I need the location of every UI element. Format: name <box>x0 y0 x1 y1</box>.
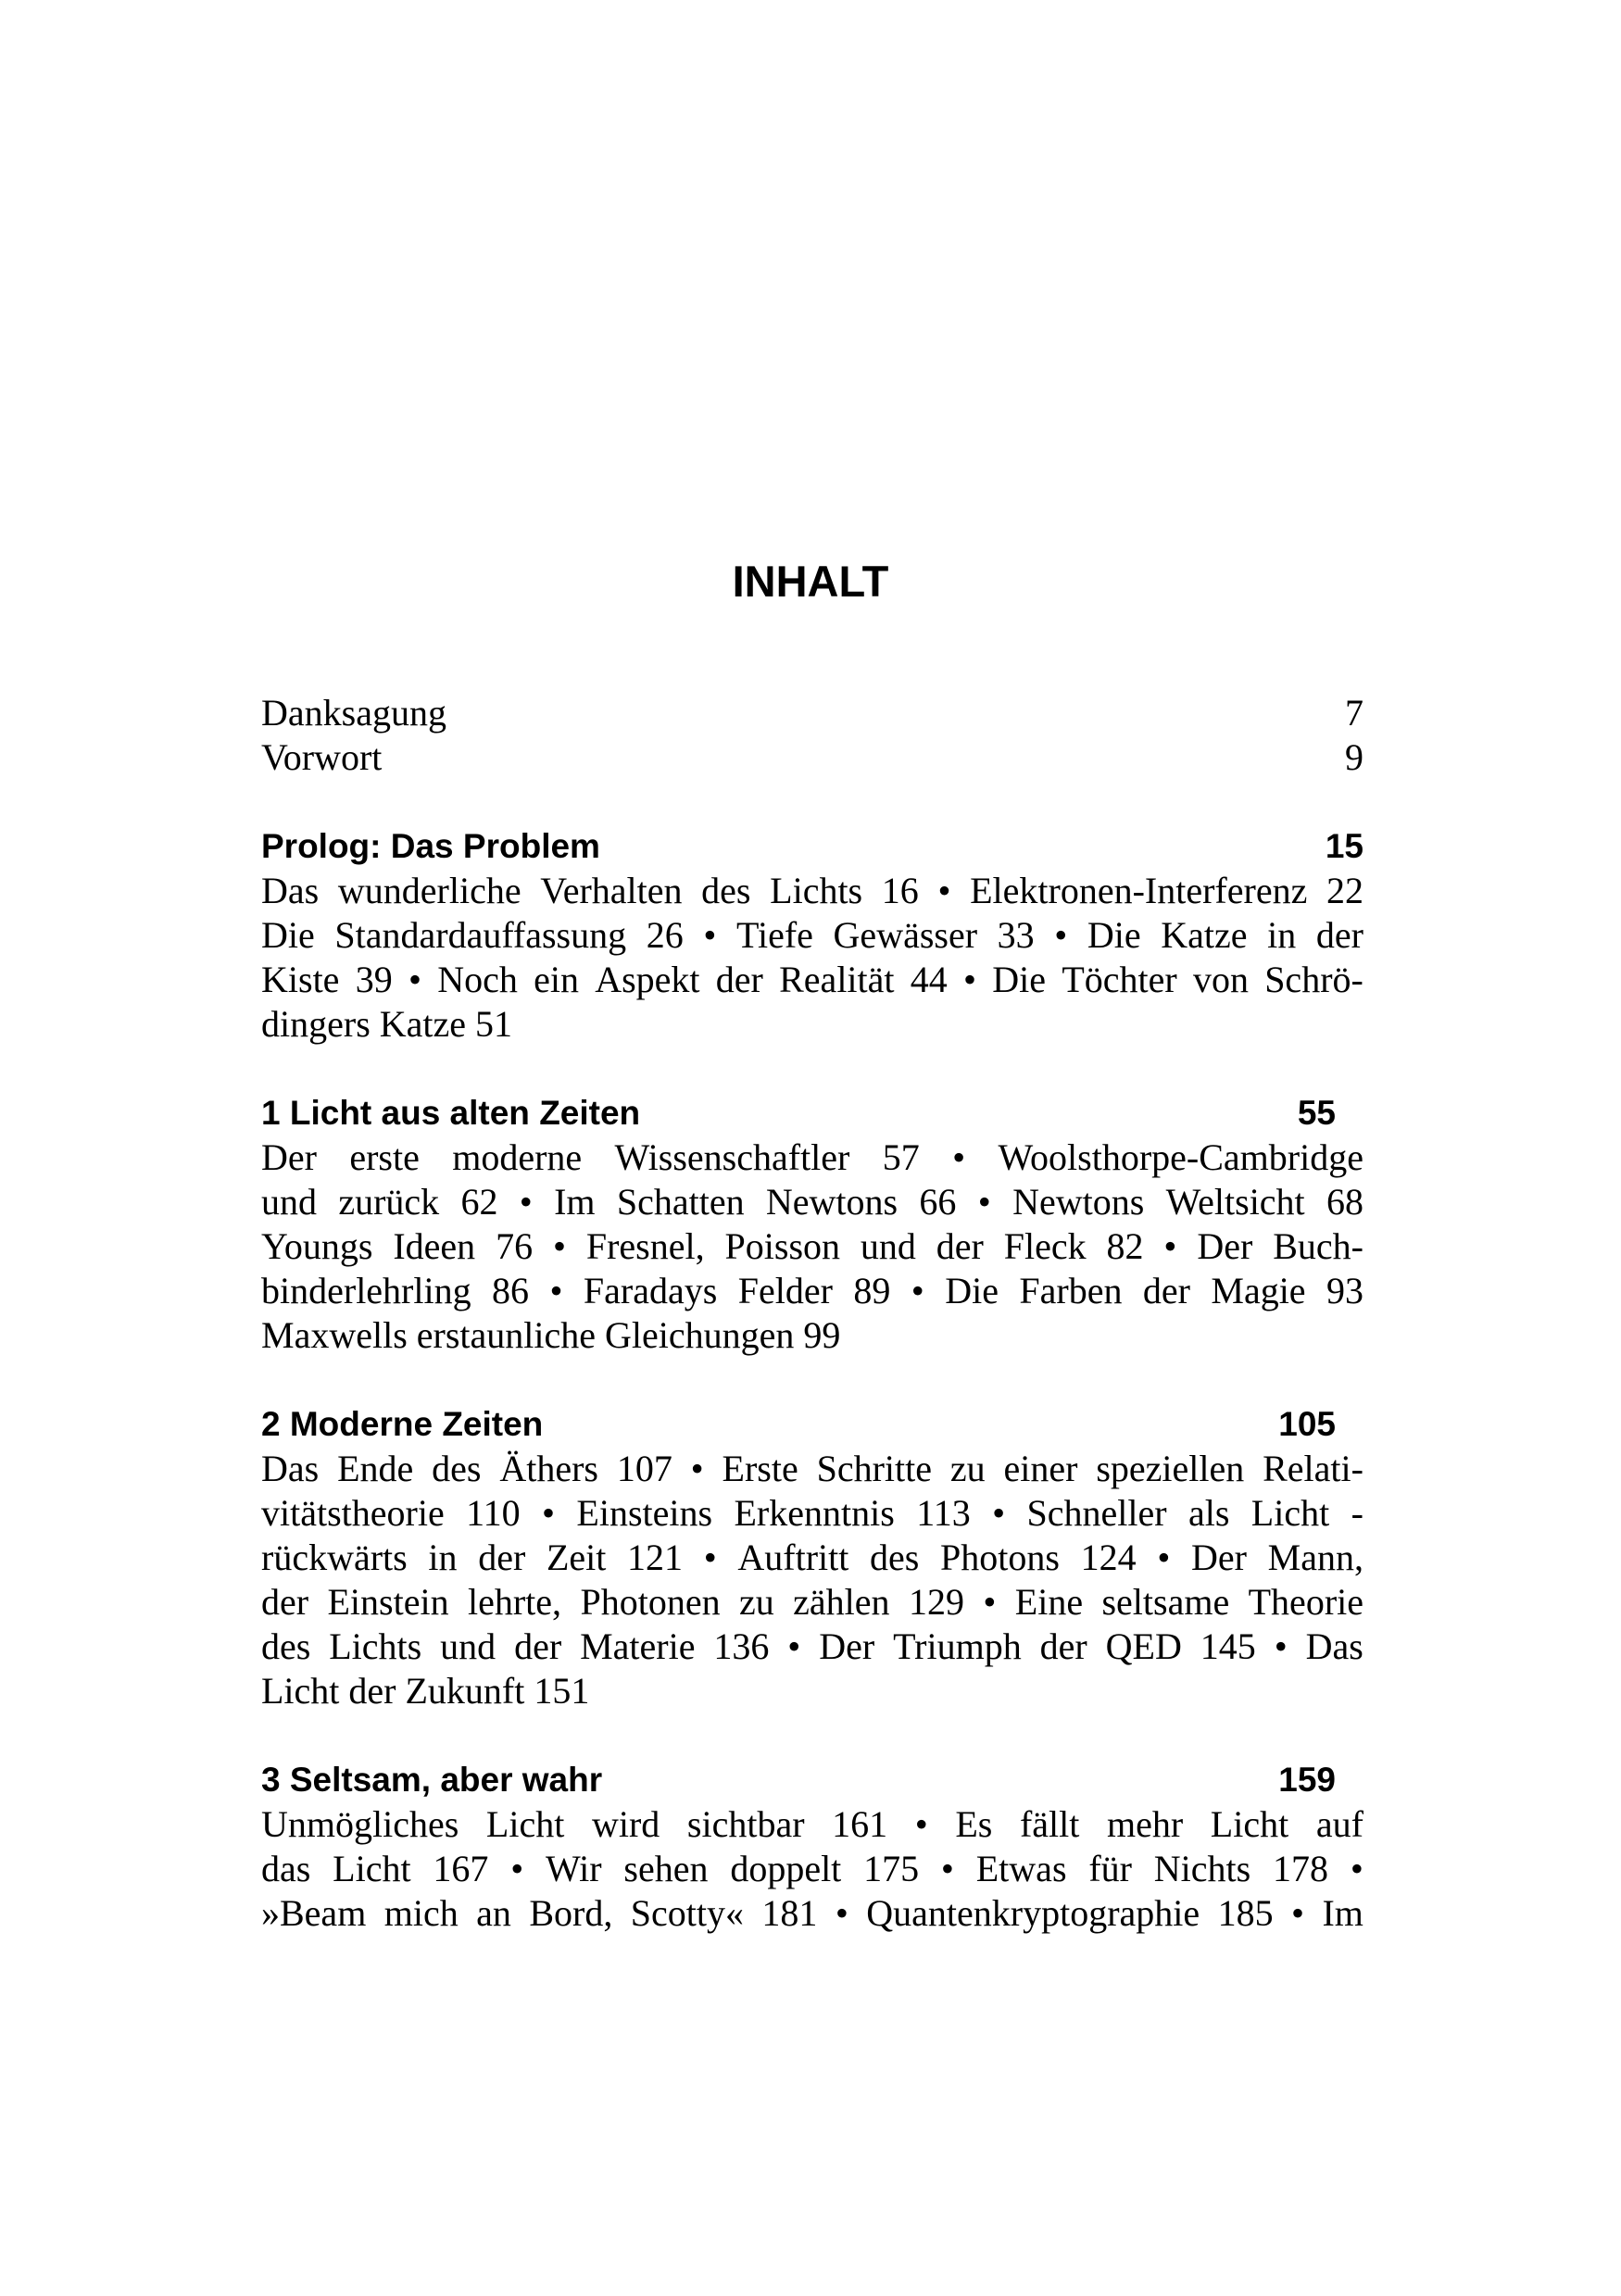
word: Schatten <box>616 1181 745 1223</box>
word: Schritte <box>816 1448 933 1489</box>
word: Das <box>261 1448 320 1489</box>
section-line <box>261 1802 1363 1847</box>
word: Noch <box>437 959 518 1000</box>
section-line <box>261 913 1363 958</box>
word: Erste <box>722 1448 798 1489</box>
section-page: 159 <box>1278 1761 1336 1799</box>
word: »Beam <box>261 1892 367 1934</box>
word: Farben <box>1019 1270 1123 1311</box>
word: 86 <box>492 1270 530 1311</box>
word: Die <box>992 959 1047 1000</box>
word: 33 <box>997 914 1035 956</box>
word: fällt <box>1019 1803 1080 1845</box>
section-line: Maxwells erstaunliche Gleichungen 99 <box>261 1314 841 1356</box>
word: Die <box>261 914 315 956</box>
word: • <box>914 1803 928 1845</box>
section-title: Prolog: Das Problem <box>261 827 600 865</box>
word: • <box>703 914 717 956</box>
section-line <box>261 1135 1363 1180</box>
word: - <box>1351 1492 1363 1534</box>
section-line <box>261 869 1363 913</box>
word: Photons <box>940 1537 1060 1578</box>
word: des <box>870 1537 920 1578</box>
word: der <box>514 1625 562 1667</box>
word: Triumph <box>893 1625 1022 1667</box>
word: Newtons <box>765 1181 898 1223</box>
word: • <box>1157 1537 1171 1578</box>
word: 113 <box>916 1492 971 1534</box>
toc-section-prolog <box>261 824 1363 1047</box>
section-line: Licht der Zukunft 151 <box>261 1670 590 1712</box>
word: Woolsthorpe-Cambridge <box>998 1136 1363 1178</box>
word: Der <box>1197 1225 1253 1267</box>
section-line <box>261 1491 1363 1536</box>
word: binderlehrling <box>261 1270 471 1311</box>
word: • <box>952 1136 966 1178</box>
word: • <box>983 1581 997 1623</box>
word: Licht <box>1210 1803 1289 1845</box>
toc-entry-page: 9 <box>1345 736 1363 778</box>
word: Aspekt <box>595 959 700 1000</box>
word: für <box>1088 1848 1132 1889</box>
word: zu <box>738 1581 774 1623</box>
word: • <box>519 1181 533 1223</box>
word: der <box>478 1537 526 1578</box>
word: Faradays <box>583 1270 718 1311</box>
word: Unmögliches <box>261 1803 459 1845</box>
word: Der <box>819 1625 875 1667</box>
word: Zeit <box>546 1537 607 1578</box>
section-line <box>261 1580 1363 1625</box>
word: ein <box>534 959 579 1000</box>
word: mehr <box>1107 1803 1184 1845</box>
word: sichtbar <box>686 1803 805 1845</box>
word: • <box>937 870 951 911</box>
word: Photonen <box>580 1581 721 1623</box>
word: Im <box>554 1181 596 1223</box>
word: • <box>703 1537 717 1578</box>
word: 22 <box>1326 870 1363 911</box>
word: Materie <box>580 1625 696 1667</box>
word: Fleck <box>1003 1225 1087 1267</box>
word: Ideen <box>393 1225 476 1267</box>
word: des <box>261 1625 311 1667</box>
word: Fresnel, <box>585 1225 705 1267</box>
word: • <box>835 1892 848 1934</box>
table-of-contents <box>261 691 1363 1936</box>
word: einer <box>1003 1448 1078 1489</box>
word: des <box>701 870 751 911</box>
word: 178 <box>1273 1848 1329 1889</box>
word: Die <box>1087 914 1141 956</box>
section-line <box>261 1847 1363 1891</box>
word: • <box>787 1625 801 1667</box>
word: auf <box>1315 1803 1363 1845</box>
section-page: 105 <box>1278 1405 1336 1443</box>
section-line <box>261 1625 1363 1669</box>
word: Einstein <box>327 1581 449 1623</box>
word: Lichts <box>770 870 863 911</box>
word: Verhalten <box>540 870 683 911</box>
word: Gewässer <box>833 914 978 956</box>
word: in <box>428 1537 458 1578</box>
word: 57 <box>882 1136 920 1178</box>
word: Standardauffassung <box>334 914 627 956</box>
word: 129 <box>908 1581 964 1623</box>
section-line: dingers Katze 51 <box>261 1003 513 1045</box>
word: • <box>1291 1892 1305 1934</box>
word: Mann, <box>1267 1537 1363 1578</box>
word: Schneller <box>1026 1492 1167 1534</box>
word: 89 <box>853 1270 891 1311</box>
word: • <box>1054 914 1068 956</box>
word: 136 <box>713 1625 770 1667</box>
toc-section-3 <box>261 1758 1363 1936</box>
word: Realität <box>779 959 895 1000</box>
word: der <box>1039 1625 1087 1667</box>
word: Schrö- <box>1264 959 1363 1000</box>
word: 161 <box>832 1803 888 1845</box>
word: wird <box>591 1803 660 1845</box>
word: der <box>936 1225 984 1267</box>
toc-entry-label: Danksagung <box>261 692 446 734</box>
word: • <box>1163 1225 1177 1267</box>
section-line <box>261 1536 1363 1580</box>
word: Quantenkryptographie <box>866 1892 1200 1934</box>
word: in <box>1267 914 1297 956</box>
word: das <box>261 1848 311 1889</box>
section-line <box>261 1180 1363 1224</box>
word: der <box>1142 1270 1190 1311</box>
word: Felder <box>737 1270 833 1311</box>
word: Tiefe <box>735 914 813 956</box>
word: zu <box>949 1448 986 1489</box>
word: • <box>940 1848 954 1889</box>
word: des <box>432 1448 482 1489</box>
word: Magie <box>1211 1270 1306 1311</box>
word: Buch- <box>1273 1225 1363 1267</box>
word: 39 <box>355 959 393 1000</box>
word: 68 <box>1326 1181 1363 1223</box>
word: • <box>1274 1625 1288 1667</box>
toc-section-2 <box>261 1402 1363 1713</box>
word: 175 <box>863 1848 920 1889</box>
word: speziellen <box>1096 1448 1245 1489</box>
word: vitätstheorie <box>261 1492 445 1534</box>
word: Äthers <box>499 1448 598 1489</box>
section-page: 15 <box>1325 827 1363 865</box>
toc-entry-page: 7 <box>1345 692 1363 734</box>
word: Lichts <box>329 1625 422 1667</box>
word: Poisson <box>724 1225 841 1267</box>
word: 145 <box>1200 1625 1256 1667</box>
word: 121 <box>627 1537 684 1578</box>
word: zurück <box>338 1181 440 1223</box>
section-heading <box>261 1758 1336 1802</box>
word: Weltsicht <box>1165 1181 1305 1223</box>
word: Wir <box>546 1848 602 1889</box>
word: sehen <box>623 1848 709 1889</box>
word: Newtons <box>1012 1181 1145 1223</box>
word: wunderliche <box>337 870 521 911</box>
word: 66 <box>919 1181 957 1223</box>
word: von <box>1192 959 1249 1000</box>
word: Elektronen-Interferenz <box>970 870 1308 911</box>
word: Etwas <box>975 1848 1067 1889</box>
toc-entry-danksagung <box>261 691 1363 735</box>
section-title: 2 Moderne Zeiten <box>261 1405 544 1443</box>
section-line <box>261 958 1363 1002</box>
word: 62 <box>460 1181 498 1223</box>
word: • <box>690 1448 704 1489</box>
word: 82 <box>1106 1225 1144 1267</box>
word: • <box>963 959 977 1000</box>
word: doppelt <box>730 1848 842 1889</box>
word: als <box>1187 1492 1230 1534</box>
word: Scotty« <box>630 1892 744 1934</box>
word: 93 <box>1326 1270 1363 1311</box>
word: • <box>911 1270 924 1311</box>
word: 124 <box>1080 1537 1137 1578</box>
word: • <box>992 1492 1006 1534</box>
word: • <box>542 1492 556 1534</box>
word: Das <box>1305 1625 1363 1667</box>
word: Wissenschaftler <box>614 1136 850 1178</box>
word: zählen <box>793 1581 890 1623</box>
word: Töchter <box>1062 959 1177 1000</box>
word: Theorie <box>1248 1581 1363 1623</box>
word: Es <box>955 1803 993 1845</box>
word: 26 <box>646 914 684 956</box>
word: seltsame <box>1101 1581 1230 1623</box>
word: • <box>977 1181 991 1223</box>
word: erste <box>349 1136 420 1178</box>
word: Eine <box>1014 1581 1084 1623</box>
word: 185 <box>1217 1892 1274 1934</box>
section-title: 3 Seltsam, aber wahr <box>261 1761 603 1799</box>
section-line <box>261 1447 1363 1491</box>
word: Nichts <box>1153 1848 1251 1889</box>
word: Licht <box>1250 1492 1330 1534</box>
word: 167 <box>433 1848 489 1889</box>
word: 44 <box>910 959 948 1000</box>
word: der <box>261 1581 309 1623</box>
word: Der <box>261 1136 317 1178</box>
section-line <box>261 1269 1363 1313</box>
word: Ende <box>337 1448 414 1489</box>
section-heading <box>261 1091 1336 1135</box>
section-heading <box>261 824 1363 869</box>
word: Licht <box>333 1848 411 1889</box>
word: Bord, <box>529 1892 613 1934</box>
word: der <box>1315 914 1363 956</box>
section-line <box>261 1891 1363 1936</box>
toc-entry-vorwort <box>261 735 1363 780</box>
word: Kiste <box>261 959 340 1000</box>
word: 16 <box>881 870 919 911</box>
toc-entry-label: Vorwort <box>261 736 383 778</box>
word: an <box>476 1892 511 1934</box>
word: • <box>408 959 421 1000</box>
word: Erkenntnis <box>734 1492 895 1534</box>
word: Einsteins <box>576 1492 713 1534</box>
toc-section-1 <box>261 1091 1363 1358</box>
word: 107 <box>616 1448 672 1489</box>
word: Im <box>1322 1892 1363 1934</box>
word: und <box>860 1225 916 1267</box>
word: und <box>440 1625 496 1667</box>
word: mich <box>383 1892 459 1934</box>
word: 76 <box>496 1225 534 1267</box>
word: 110 <box>466 1492 521 1534</box>
word: der <box>715 959 763 1000</box>
word: • <box>552 1225 566 1267</box>
word: moderne <box>452 1136 583 1178</box>
word: rückwärts <box>261 1537 408 1578</box>
word: Der <box>1191 1537 1247 1578</box>
word: Das <box>261 870 320 911</box>
word: Youngs <box>261 1225 373 1267</box>
word: Relati- <box>1263 1448 1363 1489</box>
section-line <box>261 1224 1363 1269</box>
word: QED <box>1105 1625 1182 1667</box>
word: Die <box>945 1270 999 1311</box>
word: Auftritt <box>737 1537 849 1578</box>
page-title: INHALT <box>732 557 889 606</box>
word: • <box>549 1270 563 1311</box>
word: • <box>1350 1848 1363 1889</box>
section-title: 1 Licht aus alten Zeiten <box>261 1094 641 1132</box>
word: 181 <box>761 1892 818 1934</box>
word: • <box>510 1848 524 1889</box>
word: Licht <box>485 1803 565 1845</box>
section-page: 55 <box>1297 1094 1336 1132</box>
word: lehrte, <box>467 1581 562 1623</box>
section-heading <box>261 1402 1336 1447</box>
word: und <box>261 1181 317 1223</box>
word: Katze <box>1161 914 1248 956</box>
